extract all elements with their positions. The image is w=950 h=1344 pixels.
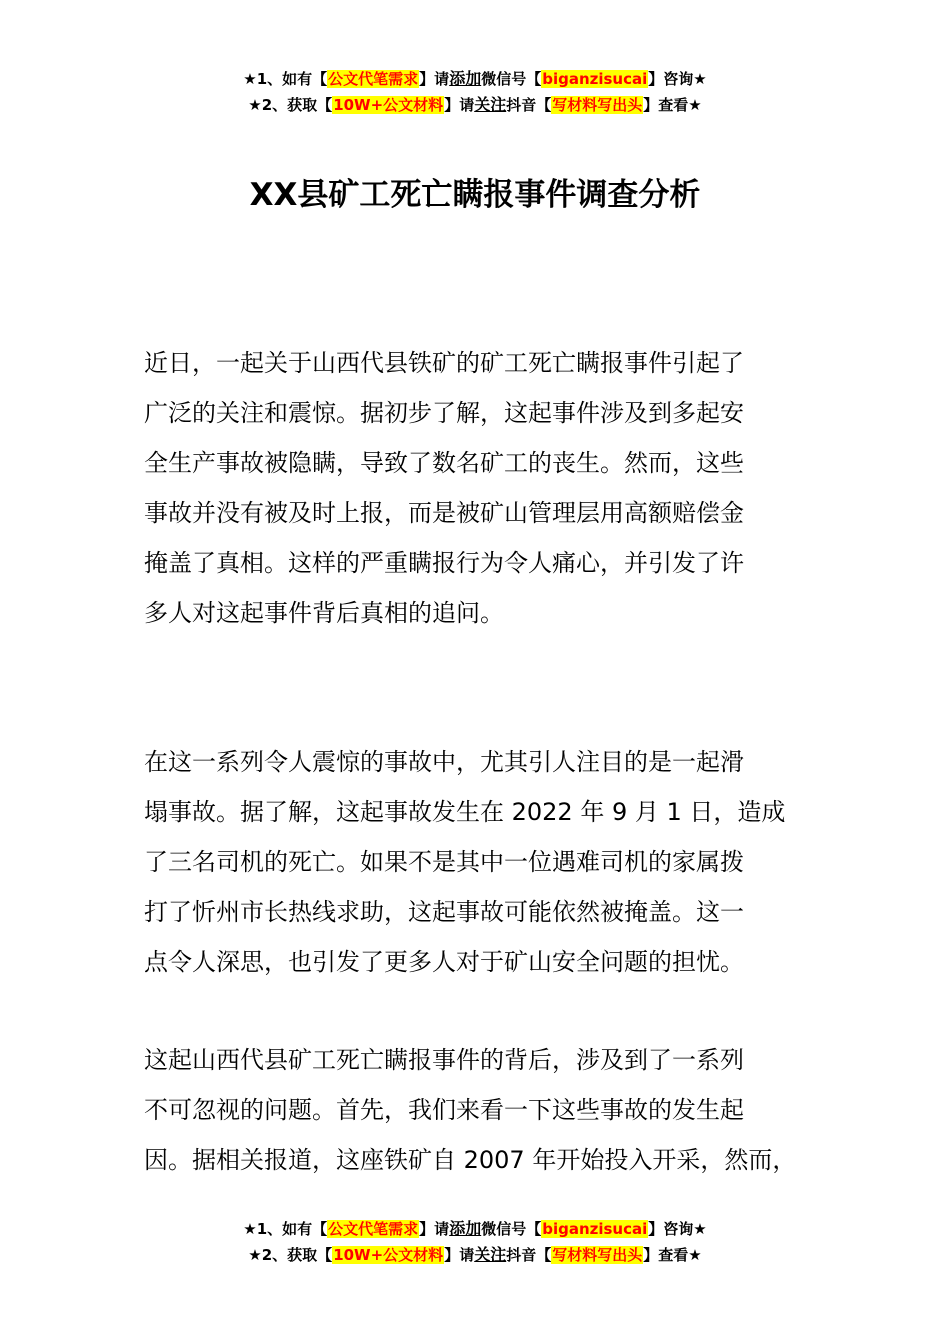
paragraph-1 [144, 338, 834, 638]
text-line: 全生产事故被隐瞒，导致了数名矿工的丧生。然而，这些 [144, 449, 744, 477]
document-title: XX县矿工死亡瞒报事件调查分析 [249, 176, 701, 213]
banner-highlight: biganzisucai [542, 70, 648, 88]
text-line: 塌事故。据了解，这起事故发生在 2022 年 9 月 1 日，造成 [144, 798, 786, 826]
text-line: 广泛的关注和震惊。据初步了解，这起事件涉及到多起安 [144, 399, 744, 427]
banner-line-2 [0, 1242, 950, 1268]
banner-text: 】咨询★ [648, 1220, 707, 1238]
banner-highlight: 写材料写出头 [552, 96, 643, 114]
footer-banner [0, 1216, 950, 1268]
banner-text: ★2、获取【 [248, 96, 333, 114]
banner-text: ★1、如有【 [243, 1220, 328, 1238]
banner-emphasis: 添加 [449, 1219, 482, 1238]
text-line: 事故并没有被及时上报，而是被矿山管理层用高额赔偿金 [144, 499, 744, 527]
text-line: 这起山西代县矿工死亡瞒报事件的背后，涉及到了一系列 [144, 1046, 744, 1074]
banner-highlight: 公文代笔需求 [328, 70, 419, 88]
banner-emphasis: 添加 [449, 69, 482, 88]
paragraph-2 [144, 737, 834, 987]
header-banner [0, 66, 950, 118]
banner-highlight: 10W+公文材料 [333, 96, 444, 114]
banner-line-1 [0, 66, 950, 92]
banner-highlight: biganzisucai [542, 1220, 648, 1238]
banner-line-1 [0, 1216, 950, 1242]
text-line: 点令人深思，也引发了更多人对于矿山安全问题的担忧。 [144, 948, 744, 976]
banner-text: 微信号【 [481, 70, 542, 88]
banner-text: 】请 [444, 96, 475, 114]
banner-emphasis: 关注 [474, 1245, 507, 1264]
banner-highlight: 公文代笔需求 [328, 1220, 419, 1238]
text-line: 打了忻州市长热线求助，这起事故可能依然被掩盖。这一 [144, 898, 744, 926]
text-line: 近日，一起关于山西代县铁矿的矿工死亡瞒报事件引起了 [144, 349, 744, 377]
banner-text: ★1、如有【 [243, 70, 328, 88]
banner-text: 】请 [419, 1220, 450, 1238]
banner-text: 】查看★ [643, 1246, 702, 1264]
banner-highlight: 10W+公文材料 [333, 1246, 444, 1264]
banner-line-2 [0, 92, 950, 118]
banner-text: 微信号【 [481, 1220, 542, 1238]
paragraph-3 [144, 1035, 834, 1185]
text-line: 了三名司机的死亡。如果不是其中一位遇难司机的家属拨 [144, 848, 744, 876]
banner-text: ★2、获取【 [248, 1246, 333, 1264]
text-line: 多人对这起事件背后真相的追问。 [144, 599, 504, 627]
text-line: 不可忽视的问题。首先，我们来看一下这些事故的发生起 [144, 1096, 744, 1124]
banner-text: 】咨询★ [648, 70, 707, 88]
text-line: 掩盖了真相。这样的严重瞒报行为令人痛心，并引发了许 [144, 549, 744, 577]
banner-highlight: 写材料写出头 [552, 1246, 643, 1264]
text-line: 在这一系列令人震惊的事故中，尤其引人注目的是一起滑 [144, 748, 744, 776]
text-line: 因。据相关报道，这座铁矿自 2007 年开始投入开采，然而， [144, 1146, 797, 1174]
banner-text: 抖音【 [506, 1246, 552, 1264]
banner-text: 】请 [419, 70, 450, 88]
banner-text: 】请 [444, 1246, 475, 1264]
banner-text: 】查看★ [643, 96, 702, 114]
banner-text: 抖音【 [506, 96, 552, 114]
banner-emphasis: 关注 [474, 95, 507, 114]
